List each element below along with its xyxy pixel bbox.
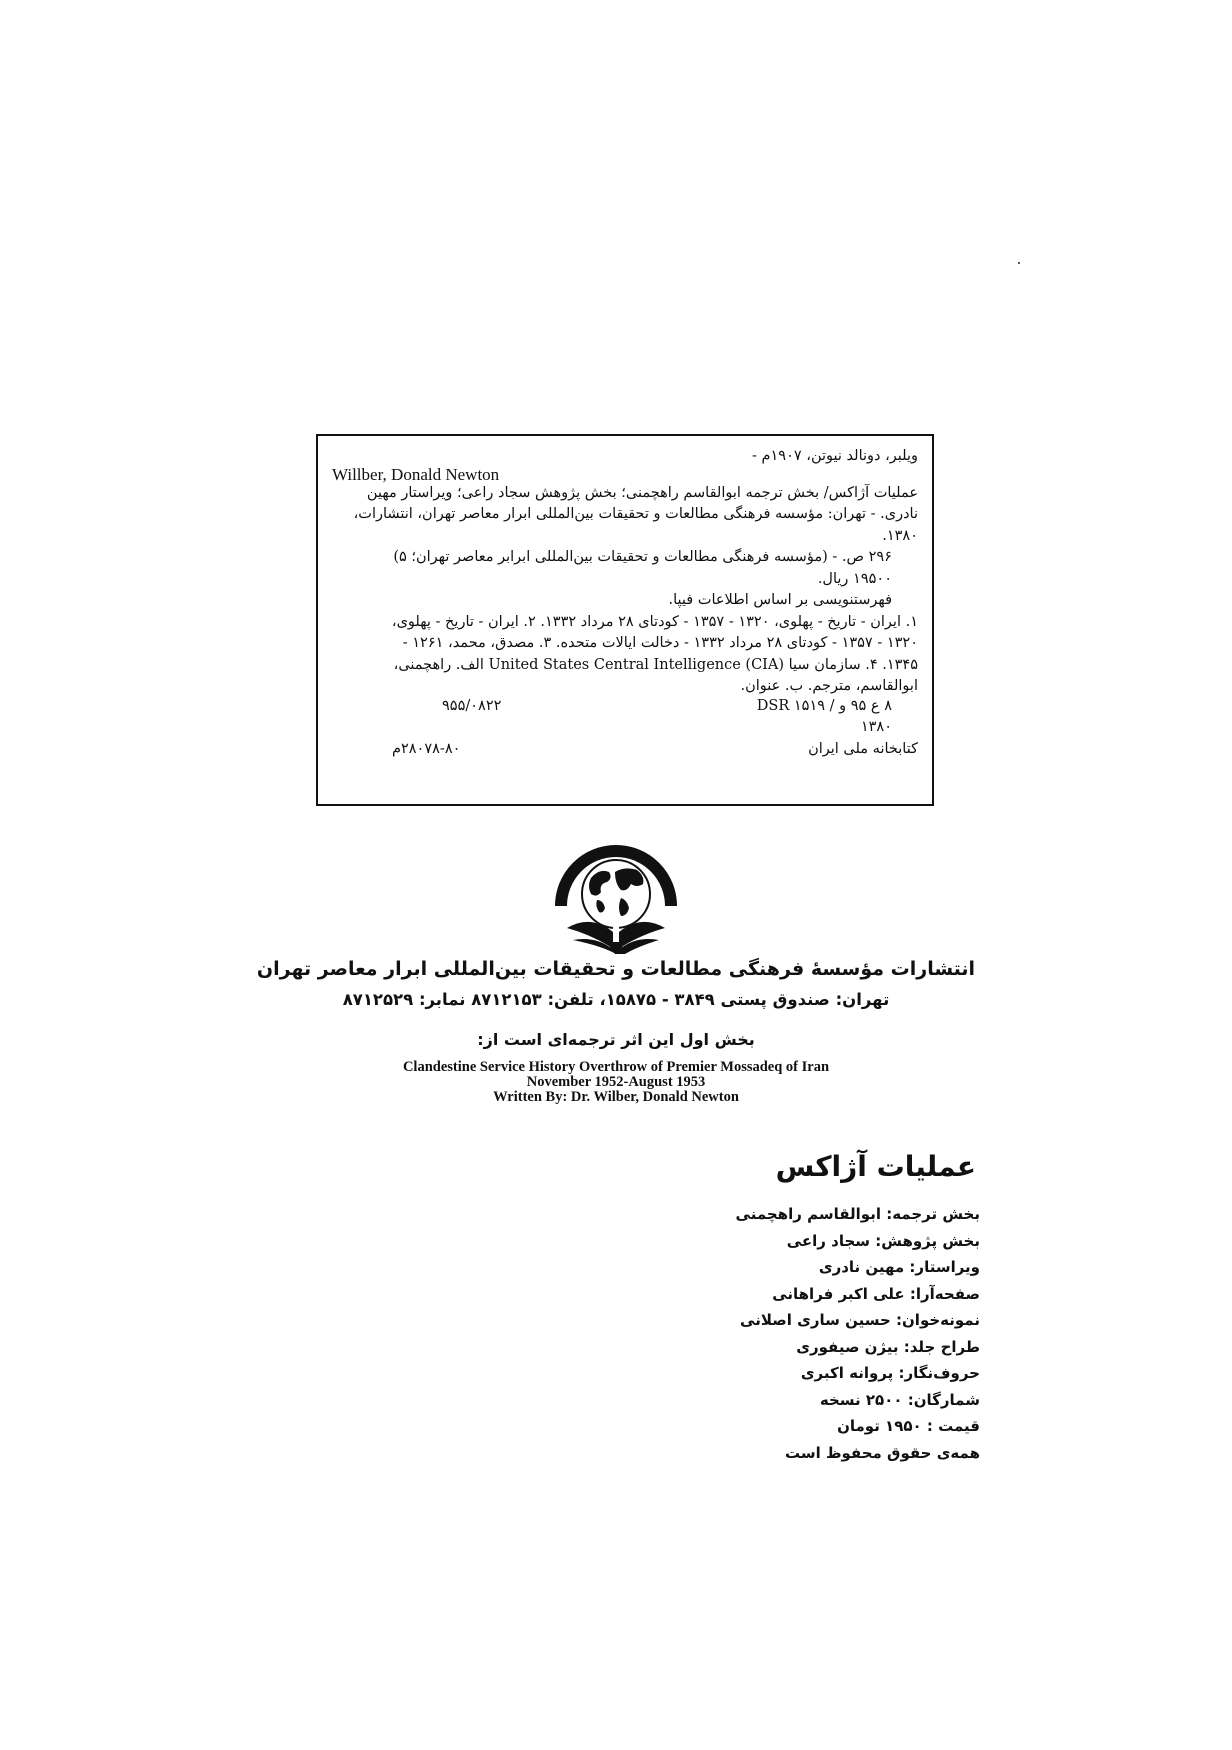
cip-fipa-note: فهرستنویسی بر اساس اطلاعات فیپا. [668, 592, 892, 608]
cip-pages-series: ۲۹۶ ص. - (مؤسسه فرهنگی مطالعات و تحقیقات بین‌المللی ابرابر معاصر تهران؛ ۵) [393, 549, 892, 565]
credit-rights: همه‌ی حقوق محفوظ است [784, 1443, 980, 1462]
publisher-address: تهران: صندوق پستی ۳۸۴۹ - ۱۵۸۷۵، تلفن: ۸۷۱۲۱۵۳ نمابر: ۸۷۱۲۵۲۹ [342, 990, 890, 1009]
cip-subjects-2: ۱۳۲۰ - ۱۳۵۷ - کودتای ۲۸ مرداد ۱۳۳۲ - دخالت ایالات متحده. ۳. مصدق، محمد، ۱۲۶۱ - [402, 635, 918, 651]
original-title: Clandestine Service History Overthrow of Premier Mossadeq of Iran [402, 1059, 830, 1075]
credits-list [736, 1201, 980, 1466]
book-title: عملیات آژاکس [775, 1150, 976, 1183]
cip-translator: ابوالقاسم، مترجم. ب. عنوان. [740, 678, 918, 694]
translation-note: بخش اول این اثر ترجمه‌ای است از: [477, 1030, 755, 1049]
cip-year: ۱۳۸۰. [882, 527, 918, 544]
credit-translation: بخش ترجمه: ابوالقاسم راهچمنی [735, 1205, 980, 1223]
credit-proofreader: نمونه‌خوان: حسین ساری اصلانی [740, 1311, 980, 1329]
credit-cover-designer: طراح جلد: بیژن صیفوری [796, 1337, 980, 1356]
cip-subjects-1: ۱. ایران - تاریخ - پهلوی، ۱۳۲۰ - ۱۳۵۷ - کودتای ۲۸ مرداد ۱۳۳۲. ۲. ایران - تاریخ - پهلوی، [391, 613, 918, 630]
original-date-range: November 1952-August 1953 [526, 1074, 706, 1090]
credit-editor: ویراستار: مهین نادری [818, 1258, 980, 1276]
cip-record-number: ۲۸۰۷۸-۸۰م [392, 740, 461, 757]
cip-classification-row [332, 698, 918, 720]
credit-layout: صفحه‌آرا: علی اکبر فراهانی [772, 1284, 980, 1303]
cip-library-row [332, 741, 918, 763]
cip-author-latin: Willber, Donald Newton [332, 464, 500, 484]
cip-dewey-number: ۹۵۵/۰۸۲۲ [442, 697, 502, 714]
cip-author: ویلبر، دونالد نیوتن، ۱۹۰۷م - [752, 448, 918, 464]
original-author: Written By: Dr. Wilber, Donald Newton [493, 1089, 739, 1105]
credit-price: قیمت : ۱۹۵۰ تومان [837, 1417, 980, 1435]
cip-call-year: ۱۳۸۰ [860, 719, 892, 735]
publisher-logo-icon [553, 836, 679, 954]
cip-library: کتابخانه ملی ایران [808, 740, 918, 757]
cip-call-year-row [332, 719, 918, 741]
credit-print-run: شمارگان: ۲۵۰۰ نسخه [819, 1390, 980, 1409]
cip-call-number: ۸ ع ۹۵ و / ۱۵۱۹ DSR [756, 697, 892, 714]
cip-price: ۱۹۵۰۰ ریال. [817, 570, 892, 587]
publisher-name: انتشارات مؤسسهٔ فرهنگی مطالعات و تحقیقات بین‌المللی ابرار معاصر تهران [256, 958, 976, 980]
cip-subjects-3: ۱۳۴۵. ۴. سازمان سیا United States Central Intelligence (CIA) الف. راهچمنی، [393, 656, 918, 673]
cip-publisher-line: نادری. - تهران: مؤسسه فرهنگی مطالعات و تحقیقات بین‌المللی ابرار معاصر تهران، انتشارات، [353, 506, 918, 522]
credit-research: بخش پژوهش: سجاد راعی [786, 1231, 980, 1250]
cataloging-in-publication-box [316, 434, 934, 806]
cip-title-line: عملیات آژاکس/ بخش ترجمه ابوالقاسم راهچمنی؛ بخش پژوهش سجاد راعی؛ ویراستار مهین [366, 484, 918, 501]
original-title-block [300, 1060, 932, 1105]
credit-typesetter: حروف‌نگار: پروانه اکبری [800, 1364, 980, 1382]
scan-speck [1018, 262, 1020, 264]
